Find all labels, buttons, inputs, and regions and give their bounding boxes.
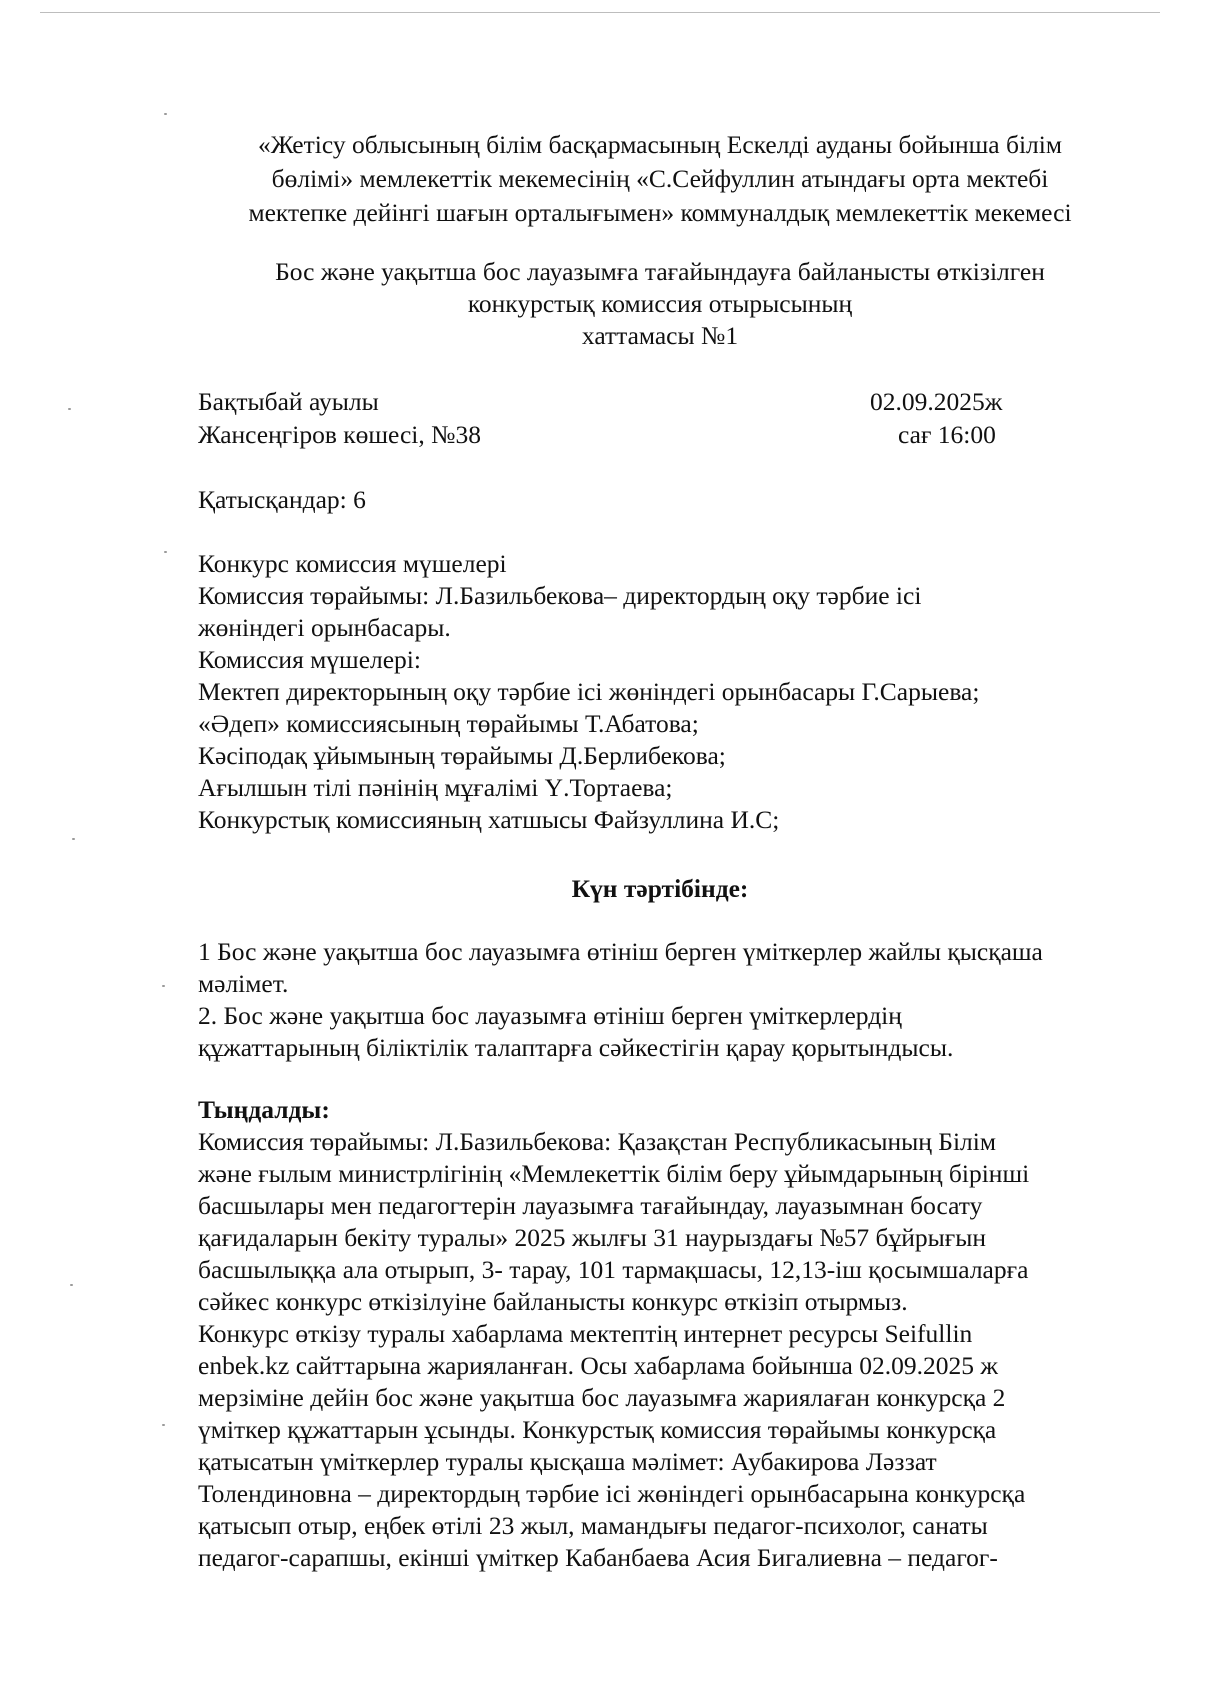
participants-count: Қатысқандар: 6 xyxy=(198,485,366,514)
agenda-line: 1 Бос және уақытша бос лауазымға өтініш берген үміткерлер жайлы қысқаша xyxy=(198,937,1043,966)
heard-section xyxy=(198,1094,1128,1574)
heard-line: enbek.kz сайттарына жарияланған. Осы хабарлама бойынша 02.09.2025 ж xyxy=(198,1351,998,1380)
scan-edge-line xyxy=(40,12,1160,13)
heard-line: үміткер құжаттарын ұсынды. Конкурстық комиссия төрайымы конкурсқа xyxy=(198,1415,997,1444)
title-line: Бос және уақытша бос лауазымға тағайындауға байланысты өткізілген xyxy=(275,257,1045,286)
member-line: Кәсіподақ ұйымының төрайымы Д.Берлибекова; xyxy=(198,741,726,770)
meeting-time: сағ 16:00 xyxy=(898,420,996,449)
institution-header xyxy=(200,128,1120,230)
heard-line: мерзіміне дейін бос және уақытша бос лауазымға жариялаған конкурсқа 2 xyxy=(198,1383,1006,1412)
scan-speck xyxy=(164,113,167,115)
street-address: Жансеңгіров көшесі, №38 xyxy=(198,420,481,449)
heard-line: Комиссия төрайымы: Л.Базильбекова: Қазақстан Республикасының Білім xyxy=(198,1127,996,1156)
scan-speck xyxy=(162,985,165,987)
village-name: Бақтыбай ауылы xyxy=(198,387,379,416)
member-line: Ағылшын тілі пәнінің мұғалімі Ү.Тортаева; xyxy=(198,773,673,802)
agenda-line: құжаттарының біліктілік талаптарға сәйкестігін қарау қорытындысы. xyxy=(198,1033,954,1062)
member-line: Конкурс комиссия мүшелері xyxy=(198,549,507,578)
heard-line: сәйкес конкурс өткізілуіне байланысты конкурс өткізіп отырмыз. xyxy=(198,1287,908,1316)
agenda-heading: Күн тәртібінде: xyxy=(571,874,749,903)
member-line: Комиссия төрайымы: Л.Базильбекова– директордың оқу тәрбие ісі xyxy=(198,581,922,610)
scan-speck xyxy=(70,1284,73,1286)
heard-line: Конкурс өткізу туралы хабарлама мектептің интернет ресурсы Seifullin xyxy=(198,1319,973,1348)
member-line: Конкурстық комиссияның хатшысы Файзуллина И.С; xyxy=(198,805,780,834)
scan-speck xyxy=(162,1424,165,1426)
meeting-datetime xyxy=(870,385,1002,451)
commission-members xyxy=(198,548,1098,836)
scan-speck xyxy=(68,408,71,410)
header-line: бөлімі» мемлекеттік мекемесінің «С.Сейфуллин атындағы орта мектебі xyxy=(271,164,1049,193)
member-line: «Әдеп» комиссиясының төрайымы Т.Абатова; xyxy=(198,709,699,738)
heard-line: педагог-сарапшы, екінші үміткер Кабанбаева Асия Бигалиевна – педагог- xyxy=(198,1543,998,1572)
scan-speck xyxy=(72,838,75,840)
heard-line: қатысатын үміткерлер туралы қысқаша мәлімет: Аубакирова Ләззат xyxy=(198,1447,937,1476)
heard-line: Толендиновна – директордың тәрбие ісі жөніндегі орынбасарына конкурсқа xyxy=(198,1479,1026,1508)
heard-heading: Тыңдалды: xyxy=(198,1095,330,1124)
meeting-location xyxy=(198,385,481,451)
protocol-title xyxy=(200,256,1120,352)
title-line: конкурстық комиссия отырысының xyxy=(467,289,853,318)
agenda-line: 2. Бос және уақытша бос лауазымға өтініш берген үміткерлердің xyxy=(198,1001,902,1030)
agenda-list xyxy=(198,936,1128,1064)
heard-line: басшылыққа ала отырып, 3- тарау, 101 тармақшасы, 12,13-іш қосымшаларға xyxy=(198,1255,1029,1284)
member-line: Мектеп директорының оқу тәрбие ісі жөніндегі орынбасары Г.Сарыева; xyxy=(198,677,980,706)
header-line: мектепке дейінгі шағын орталығымен» коммуналдық мемлекеттік мекемесі xyxy=(248,198,1072,227)
meeting-date: 02.09.2025ж xyxy=(870,387,1003,416)
heard-line: қатысып отыр, еңбек өтілі 23 жыл, мамандығы педагог-психолог, санаты xyxy=(198,1511,988,1540)
title-line: хаттамасы №1 xyxy=(581,321,739,350)
header-line: «Жетісу облысының білім басқармасының Ескелді ауданы бойынша білім xyxy=(258,130,1062,159)
heard-line: және ғылым министрлігінің «Мемлекеттік білім беру ұйымдарының бірінші xyxy=(198,1159,1030,1188)
heard-line: қағидаларын бекіту туралы» 2025 жылғы 31 наурыздағы №57 бұйрығын xyxy=(198,1223,987,1252)
agenda-line: мәлімет. xyxy=(198,969,289,998)
member-line: Комиссия мүшелері: xyxy=(198,645,421,674)
heard-line: басшылары мен педагогтерін лауазымға тағайындау, лауазымнан босату xyxy=(198,1191,983,1220)
member-line: жөніндегі орынбасары. xyxy=(198,613,451,642)
scan-speck xyxy=(164,551,167,553)
